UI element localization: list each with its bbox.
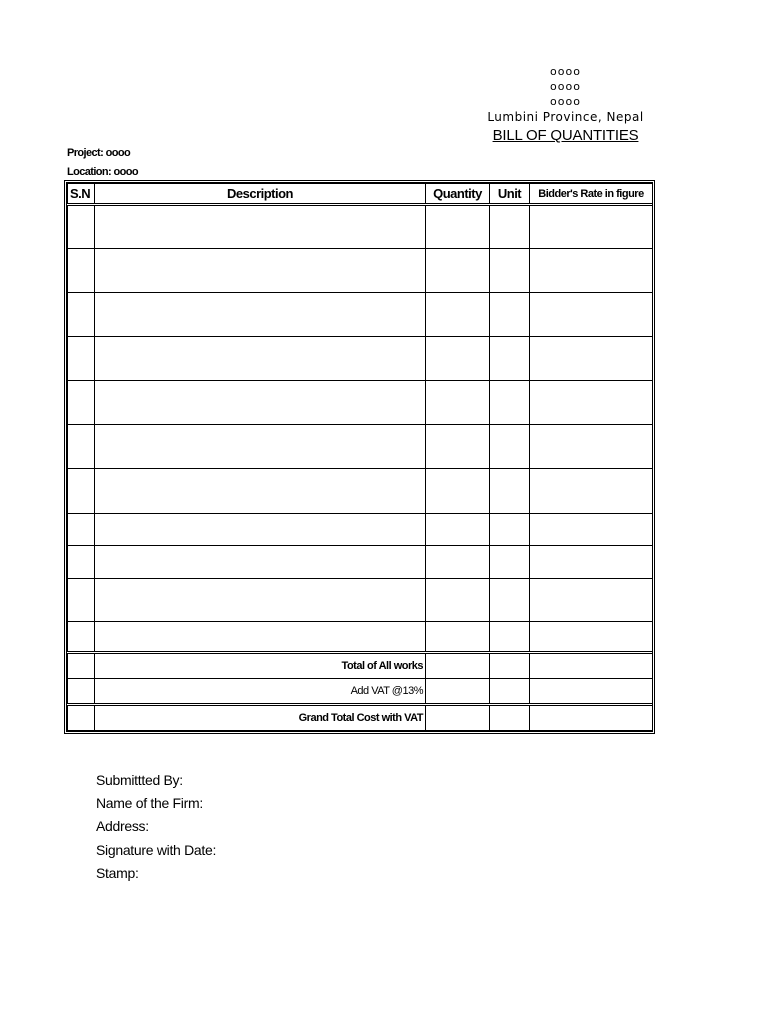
table-row bbox=[68, 293, 653, 337]
table-row bbox=[68, 546, 653, 579]
cell-rate[interactable] bbox=[530, 337, 653, 381]
column-header-rate: Bidder's Rate in figure bbox=[530, 184, 653, 205]
cell-quantity[interactable] bbox=[426, 653, 490, 679]
cell-unit[interactable] bbox=[490, 337, 530, 381]
cell-sn[interactable] bbox=[68, 381, 95, 425]
cell-description[interactable] bbox=[95, 381, 426, 425]
cell-rate[interactable] bbox=[530, 469, 653, 514]
cell-unit[interactable] bbox=[490, 381, 530, 425]
cell-unit[interactable] bbox=[490, 705, 530, 731]
header-line-1: oooo bbox=[550, 65, 581, 78]
cell-sn[interactable] bbox=[68, 205, 95, 249]
cell-unit[interactable] bbox=[490, 205, 530, 249]
cell-description[interactable] bbox=[95, 622, 426, 653]
cell-unit[interactable] bbox=[490, 579, 530, 622]
grand-total-label: Grand Total Cost with VAT bbox=[95, 705, 426, 731]
grand-total-row bbox=[68, 705, 653, 731]
cell-sn bbox=[68, 653, 95, 679]
table-row bbox=[68, 579, 653, 622]
table-row bbox=[68, 337, 653, 381]
total-all-works-label: Total of All works bbox=[95, 653, 426, 679]
header-line-3: oooo bbox=[550, 95, 581, 108]
location-label: Location: oooo bbox=[67, 166, 139, 178]
cell-sn[interactable] bbox=[68, 249, 95, 293]
total-amount-cell[interactable] bbox=[530, 653, 653, 679]
cell-sn[interactable] bbox=[68, 514, 95, 546]
document-title: BILL OF QUANTITIES bbox=[492, 127, 639, 144]
cell-quantity[interactable] bbox=[426, 679, 490, 705]
cell-quantity[interactable] bbox=[426, 249, 490, 293]
table-row bbox=[68, 622, 653, 653]
column-header-quantity: Quantity bbox=[426, 184, 490, 205]
cell-unit[interactable] bbox=[490, 679, 530, 705]
cell-rate[interactable] bbox=[530, 205, 653, 249]
firm-name-label: Name of the Firm: bbox=[96, 795, 203, 812]
cell-sn[interactable] bbox=[68, 425, 95, 469]
cell-quantity[interactable] bbox=[426, 705, 490, 731]
address-label: Address: bbox=[96, 818, 149, 835]
table-row bbox=[68, 469, 653, 514]
boq-table bbox=[67, 183, 653, 731]
header-location: Lumbini Province, Nepal bbox=[487, 110, 644, 124]
cell-description[interactable] bbox=[95, 425, 426, 469]
cell-quantity[interactable] bbox=[426, 205, 490, 249]
cell-rate[interactable] bbox=[530, 293, 653, 337]
vat-label: Add VAT @13% bbox=[95, 679, 426, 705]
cell-rate[interactable] bbox=[530, 381, 653, 425]
cell-quantity[interactable] bbox=[426, 425, 490, 469]
cell-sn[interactable] bbox=[68, 579, 95, 622]
cell-sn[interactable] bbox=[68, 337, 95, 381]
column-header-description: Description bbox=[95, 184, 426, 205]
cell-sn bbox=[68, 679, 95, 705]
cell-description[interactable] bbox=[95, 546, 426, 579]
cell-quantity[interactable] bbox=[426, 514, 490, 546]
cell-quantity[interactable] bbox=[426, 293, 490, 337]
column-header-sn: S.N bbox=[68, 184, 95, 205]
total-row bbox=[68, 653, 653, 679]
table-row bbox=[68, 381, 653, 425]
table-row bbox=[68, 249, 653, 293]
header-line-2: oooo bbox=[550, 80, 581, 93]
cell-quantity[interactable] bbox=[426, 622, 490, 653]
cell-sn[interactable] bbox=[68, 622, 95, 653]
cell-unit[interactable] bbox=[490, 653, 530, 679]
cell-rate[interactable] bbox=[530, 546, 653, 579]
cell-unit[interactable] bbox=[490, 293, 530, 337]
cell-rate[interactable] bbox=[530, 249, 653, 293]
cell-unit[interactable] bbox=[490, 249, 530, 293]
cell-rate[interactable] bbox=[530, 579, 653, 622]
cell-description[interactable] bbox=[95, 337, 426, 381]
stamp-label: Stamp: bbox=[96, 864, 139, 881]
project-label: Project: oooo bbox=[67, 147, 131, 159]
vat-amount-cell[interactable] bbox=[530, 679, 653, 705]
cell-unit[interactable] bbox=[490, 622, 530, 653]
cell-description[interactable] bbox=[95, 205, 426, 249]
table-header-row bbox=[68, 184, 653, 205]
cell-sn[interactable] bbox=[68, 546, 95, 579]
cell-description[interactable] bbox=[95, 249, 426, 293]
cell-quantity[interactable] bbox=[426, 546, 490, 579]
cell-quantity[interactable] bbox=[426, 337, 490, 381]
submission-block bbox=[96, 770, 216, 886]
column-header-unit: Unit bbox=[490, 184, 530, 205]
cell-quantity[interactable] bbox=[426, 381, 490, 425]
cell-rate[interactable] bbox=[530, 622, 653, 653]
cell-unit[interactable] bbox=[490, 469, 530, 514]
grand-total-amount-cell[interactable] bbox=[530, 705, 653, 731]
cell-rate[interactable] bbox=[530, 514, 653, 546]
table-row bbox=[68, 514, 653, 546]
cell-quantity[interactable] bbox=[426, 579, 490, 622]
cell-description[interactable] bbox=[95, 514, 426, 546]
cell-unit[interactable] bbox=[490, 546, 530, 579]
cell-sn[interactable] bbox=[68, 469, 95, 514]
signature-label: Signature with Date: bbox=[96, 841, 217, 858]
submitted-by-label: Submittted By: bbox=[96, 772, 183, 788]
cell-rate[interactable] bbox=[530, 425, 653, 469]
cell-sn bbox=[68, 705, 95, 731]
cell-quantity[interactable] bbox=[426, 469, 490, 514]
vat-row bbox=[68, 679, 653, 705]
boq-table-frame bbox=[64, 180, 655, 734]
cell-description[interactable] bbox=[95, 579, 426, 622]
table-row bbox=[68, 425, 653, 469]
cell-unit[interactable] bbox=[490, 514, 530, 546]
table-row bbox=[68, 205, 653, 249]
cell-unit[interactable] bbox=[490, 425, 530, 469]
cell-description[interactable] bbox=[95, 469, 426, 514]
cell-sn[interactable] bbox=[68, 293, 95, 337]
cell-description[interactable] bbox=[95, 293, 426, 337]
